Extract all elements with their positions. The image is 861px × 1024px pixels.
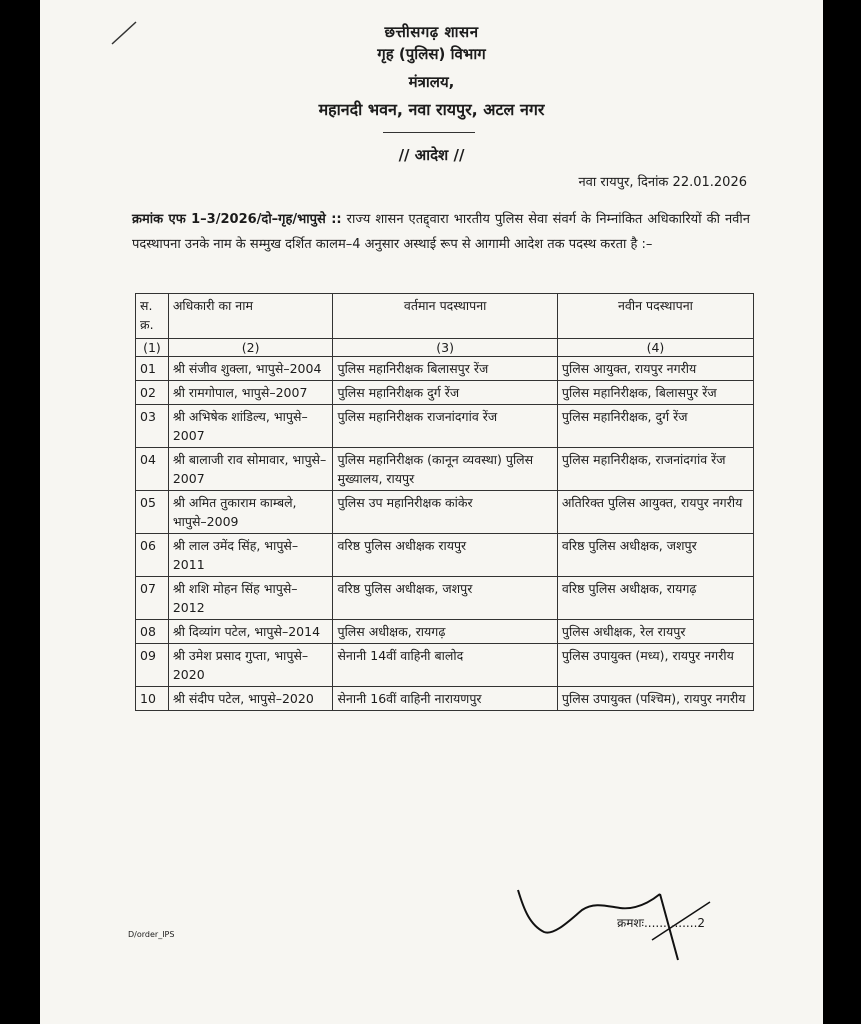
cell-new: पुलिस अधीक्षक, रेल रायपुर xyxy=(557,620,753,644)
cell-sn: 04 xyxy=(136,448,169,491)
table-row xyxy=(136,405,754,448)
cell-new: पुलिस आयुक्त, रायपुर नगरीय xyxy=(557,357,753,381)
cell-current: सेनानी 14वीं वाहिनी बालोद xyxy=(333,644,557,687)
cell-new: अतिरिक्त पुलिस आयुक्त, रायपुर नगरीय xyxy=(557,491,753,534)
cell-new: पुलिस महानिरीक्षक, राजनांदगांव रेंज xyxy=(557,448,753,491)
place-date: नवा रायपुर, दिनांक 22.01.2026 xyxy=(578,175,747,190)
cell-current: सेनानी 16वीं वाहिनी नारायणपुर xyxy=(333,687,557,711)
govt-title: छत्तीसगढ़ शासन xyxy=(384,23,479,41)
header-divider xyxy=(383,132,475,133)
table-row xyxy=(136,357,754,381)
table-row xyxy=(136,644,754,687)
column-number-row xyxy=(136,339,754,357)
col-header-new: नवीन पदस्थापना xyxy=(557,294,753,339)
cell-current: पुलिस उप महानिरीक्षक कांकेर xyxy=(333,491,557,534)
table-row xyxy=(136,534,754,577)
cell-current: पुलिस महानिरीक्षक (कानून व्यवस्था) पुलिस मुख्यालय, रायपुर xyxy=(333,448,557,491)
cell-new: पुलिस उपायुक्त (पश्चिम), रायपुर नगरीय xyxy=(557,687,753,711)
cell-new: पुलिस उपायुक्त (मध्य), रायपुर नगरीय xyxy=(557,644,753,687)
cell-current: वरिष्ठ पुलिस अधीक्षक, जशपुर xyxy=(333,577,557,620)
cell-sn: 05 xyxy=(136,491,169,534)
order-title: // आदेश // xyxy=(398,146,465,164)
cell-current: पुलिस अधीक्षक, रायगढ़ xyxy=(333,620,557,644)
cell-sn: 10 xyxy=(136,687,169,711)
cell-sn: 06 xyxy=(136,534,169,577)
order-reference: क्रमांक एफ 1–3/2026/दो–गृह/भापुसे :: xyxy=(132,212,342,227)
cell-sn: 01 xyxy=(136,357,169,381)
cell-name: श्री रामगोपाल, भापुसे–2007 xyxy=(168,381,333,405)
cell-new: वरिष्ठ पुलिस अधीक्षक, रायगढ़ xyxy=(557,577,753,620)
cell-new: वरिष्ठ पुलिस अधीक्षक, जशपुर xyxy=(557,534,753,577)
cell-sn: 08 xyxy=(136,620,169,644)
cell-new: पुलिस महानिरीक्षक, दुर्ग रेंज xyxy=(557,405,753,448)
cell-name: श्री संजीव शुक्ला, भापुसे–2004 xyxy=(168,357,333,381)
cell-current: वरिष्ठ पुलिस अधीक्षक रायपुर xyxy=(333,534,557,577)
address-line: महानदी भवन, नवा रायपुर, अटल नगर xyxy=(318,100,545,119)
cell-name: श्री दिव्यांग पटेल, भापुसे–2014 xyxy=(168,620,333,644)
cell-name: श्री शशि मोहन सिंह भापुसे– 2012 xyxy=(168,577,333,620)
col-number: (1) xyxy=(136,339,169,357)
cell-name: श्री अमित तुकाराम काम्बले, भापुसे–2009 xyxy=(168,491,333,534)
col-header-name: अधिकारी का नाम xyxy=(168,294,333,339)
cell-sn: 03 xyxy=(136,405,169,448)
cell-current: पुलिस महानिरीक्षक दुर्ग रेंज xyxy=(333,381,557,405)
cell-current: पुलिस महानिरीक्षक राजनांदगांव रेंज xyxy=(333,405,557,448)
intro-paragraph xyxy=(132,207,750,257)
ministry-title: मंत्रालय, xyxy=(408,73,455,91)
col-header-current: वर्तमान पदस्थापना xyxy=(333,294,557,339)
table-header-row xyxy=(136,294,754,339)
continued-marker: क्रमशः..............2 xyxy=(617,916,706,930)
document-page xyxy=(40,0,823,1024)
posting-table xyxy=(135,293,754,711)
cell-name: श्री उमेश प्रसाद गुप्ता, भापुसे–2020 xyxy=(168,644,333,687)
table-row xyxy=(136,448,754,491)
cell-new: पुलिस महानिरीक्षक, बिलासपुर रेंज xyxy=(557,381,753,405)
cell-name: श्री बालाजी राव सोमावार, भापुसे–2007 xyxy=(168,448,333,491)
table-row xyxy=(136,687,754,711)
cell-name: श्री संदीप पटेल, भापुसे–2020 xyxy=(168,687,333,711)
table-row xyxy=(136,491,754,534)
table-row xyxy=(136,620,754,644)
cell-name: श्री लाल उमेंद सिंह, भापुसे–2011 xyxy=(168,534,333,577)
col-header-sn: स. क्र. xyxy=(136,294,169,339)
table-row xyxy=(136,381,754,405)
cell-sn: 07 xyxy=(136,577,169,620)
intro-text: राज्य शासन एतद्द्वारा भारतीय पुलिस सेवा संवर्ग के निम्नांकित अधिकारियों की नवीन पदस्थापना उनके नाम के सम्मुख दर्शित कालम–4 अनुसार अस्थाई रूप से आगामी आदेश तक पदस्थ करता है :– xyxy=(132,212,750,252)
department-title: गृह (पुलिस) विभाग xyxy=(377,45,486,63)
footer-reference: D/order_IPS xyxy=(128,930,175,939)
cell-name: श्री अभिषेक शांडिल्य, भापुसे–2007 xyxy=(168,405,333,448)
col-number: (2) xyxy=(168,339,333,357)
table-row xyxy=(136,577,754,620)
col-number: (4) xyxy=(557,339,753,357)
cell-sn: 02 xyxy=(136,381,169,405)
cell-sn: 09 xyxy=(136,644,169,687)
col-number: (3) xyxy=(333,339,557,357)
cell-current: पुलिस महानिरीक्षक बिलासपुर रेंज xyxy=(333,357,557,381)
